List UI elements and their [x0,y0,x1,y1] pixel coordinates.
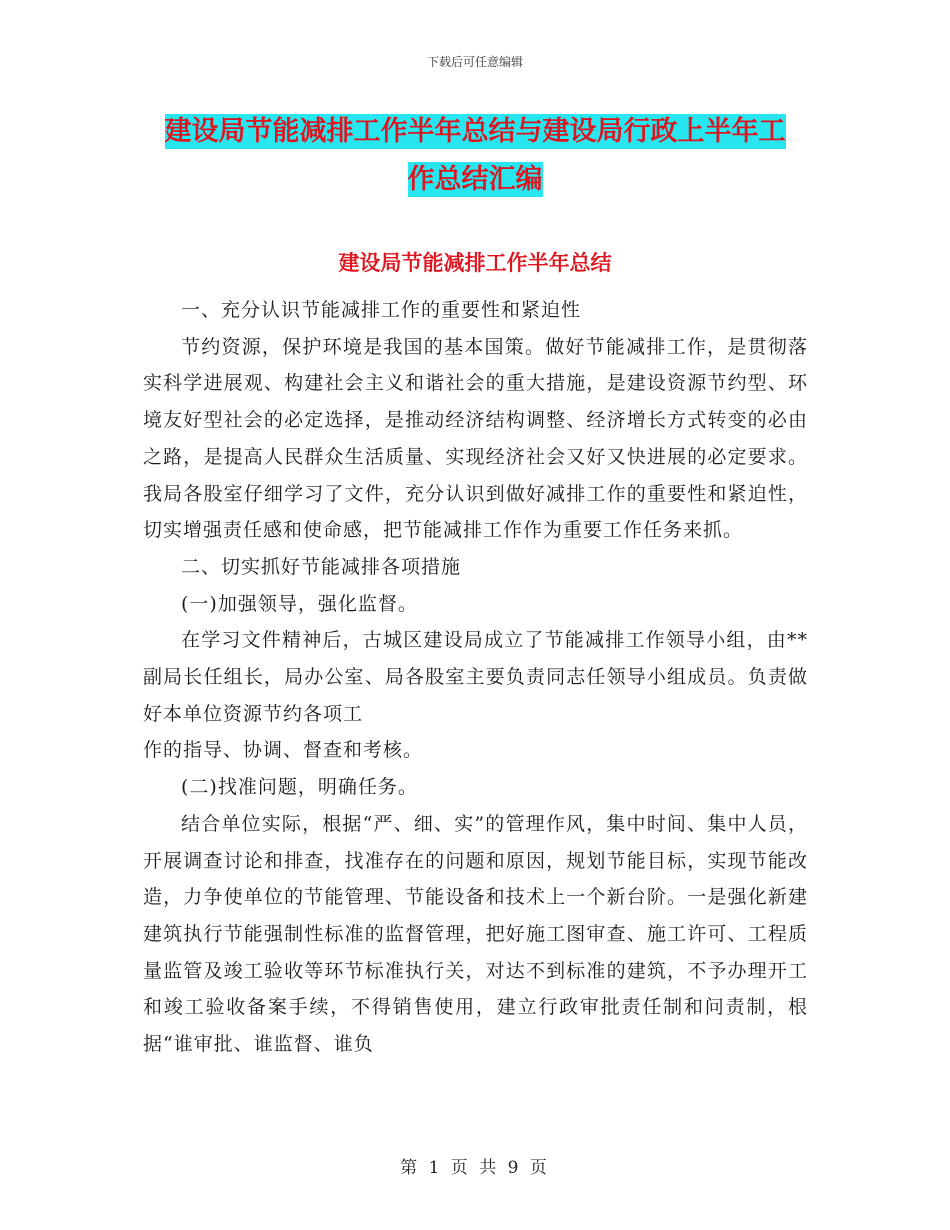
page-header-note: 下载后可任意编辑 [426,55,523,69]
page-number-footer: 第 1 页 共 9 页 [400,1158,550,1178]
paragraph: 节约资源，保护环境是我国的基本国策。做好节能减排工作，是贯彻落实科学进展观、构建社会主义和谐社会的重大措施，是建设资源节约型、环境友好型社会的必定选择，是推动经济结构调整、经济增长方式转变的必由之路，是提高人民群众生活质量、实现经济社会又好又快进展的必定要求。我局各股室仔细学习了文件，充分认识到做好减排工作的重要性和紧迫性，切实增强责任感和使命感，把节能减排工作作为重要工作任务来抓。 [143,335,808,542]
paragraph-subheading-1: (一)加强领导，强化监督。 [181,592,418,615]
paragraph-heading-2: 二、切实抓好节能减排各项措施 [181,555,462,578]
paragraph-heading-1: 一、充分认识节能减排工作的重要性和紧迫性 [181,299,582,321]
section-title: 建设局节能减排工作半年总结 [338,251,612,275]
document-body [143,292,808,1063]
document-title [140,108,810,204]
paragraph-subheading-2: (二)找准问题，明确任务。 [181,776,418,799]
paragraph: 结合单位实际，根据“严、细、实”的管理作风，集中时间、集中人员，开展调查讨论和排查，找准存在的问题和原因，规划节能目标，实现节能改造，力争使单位的节能管理、节能设备和技术上一个新台阶。一是强化新建建筑执行节能强制性标准的监督管理，把好施工图审查、施工许可、工程质量监管及竣工验收等环节标准执行关，对达不到标准的建筑，不予办理开工和竣工验收备案手续，不得销售使用，建立行政审批责任制和问责制，根据“谁审批、谁监督、谁负 [143,812,808,1056]
document-title-line-2: 作总结汇编 [407,164,543,195]
paragraph: 在学习文件精神后，古城区建设局成立了节能减排工作领导小组，由**副局长任组长，局办公室、局各股室主要负责同志任领导小组成员。负责做好本单位资源节约各项工 [143,629,808,725]
paragraph-continuation: 作的指导、协调、督查和考核。 [143,739,424,762]
document-title-line-1: 建设局节能减排工作半年总结与建设局行政上半年工 [164,116,786,147]
